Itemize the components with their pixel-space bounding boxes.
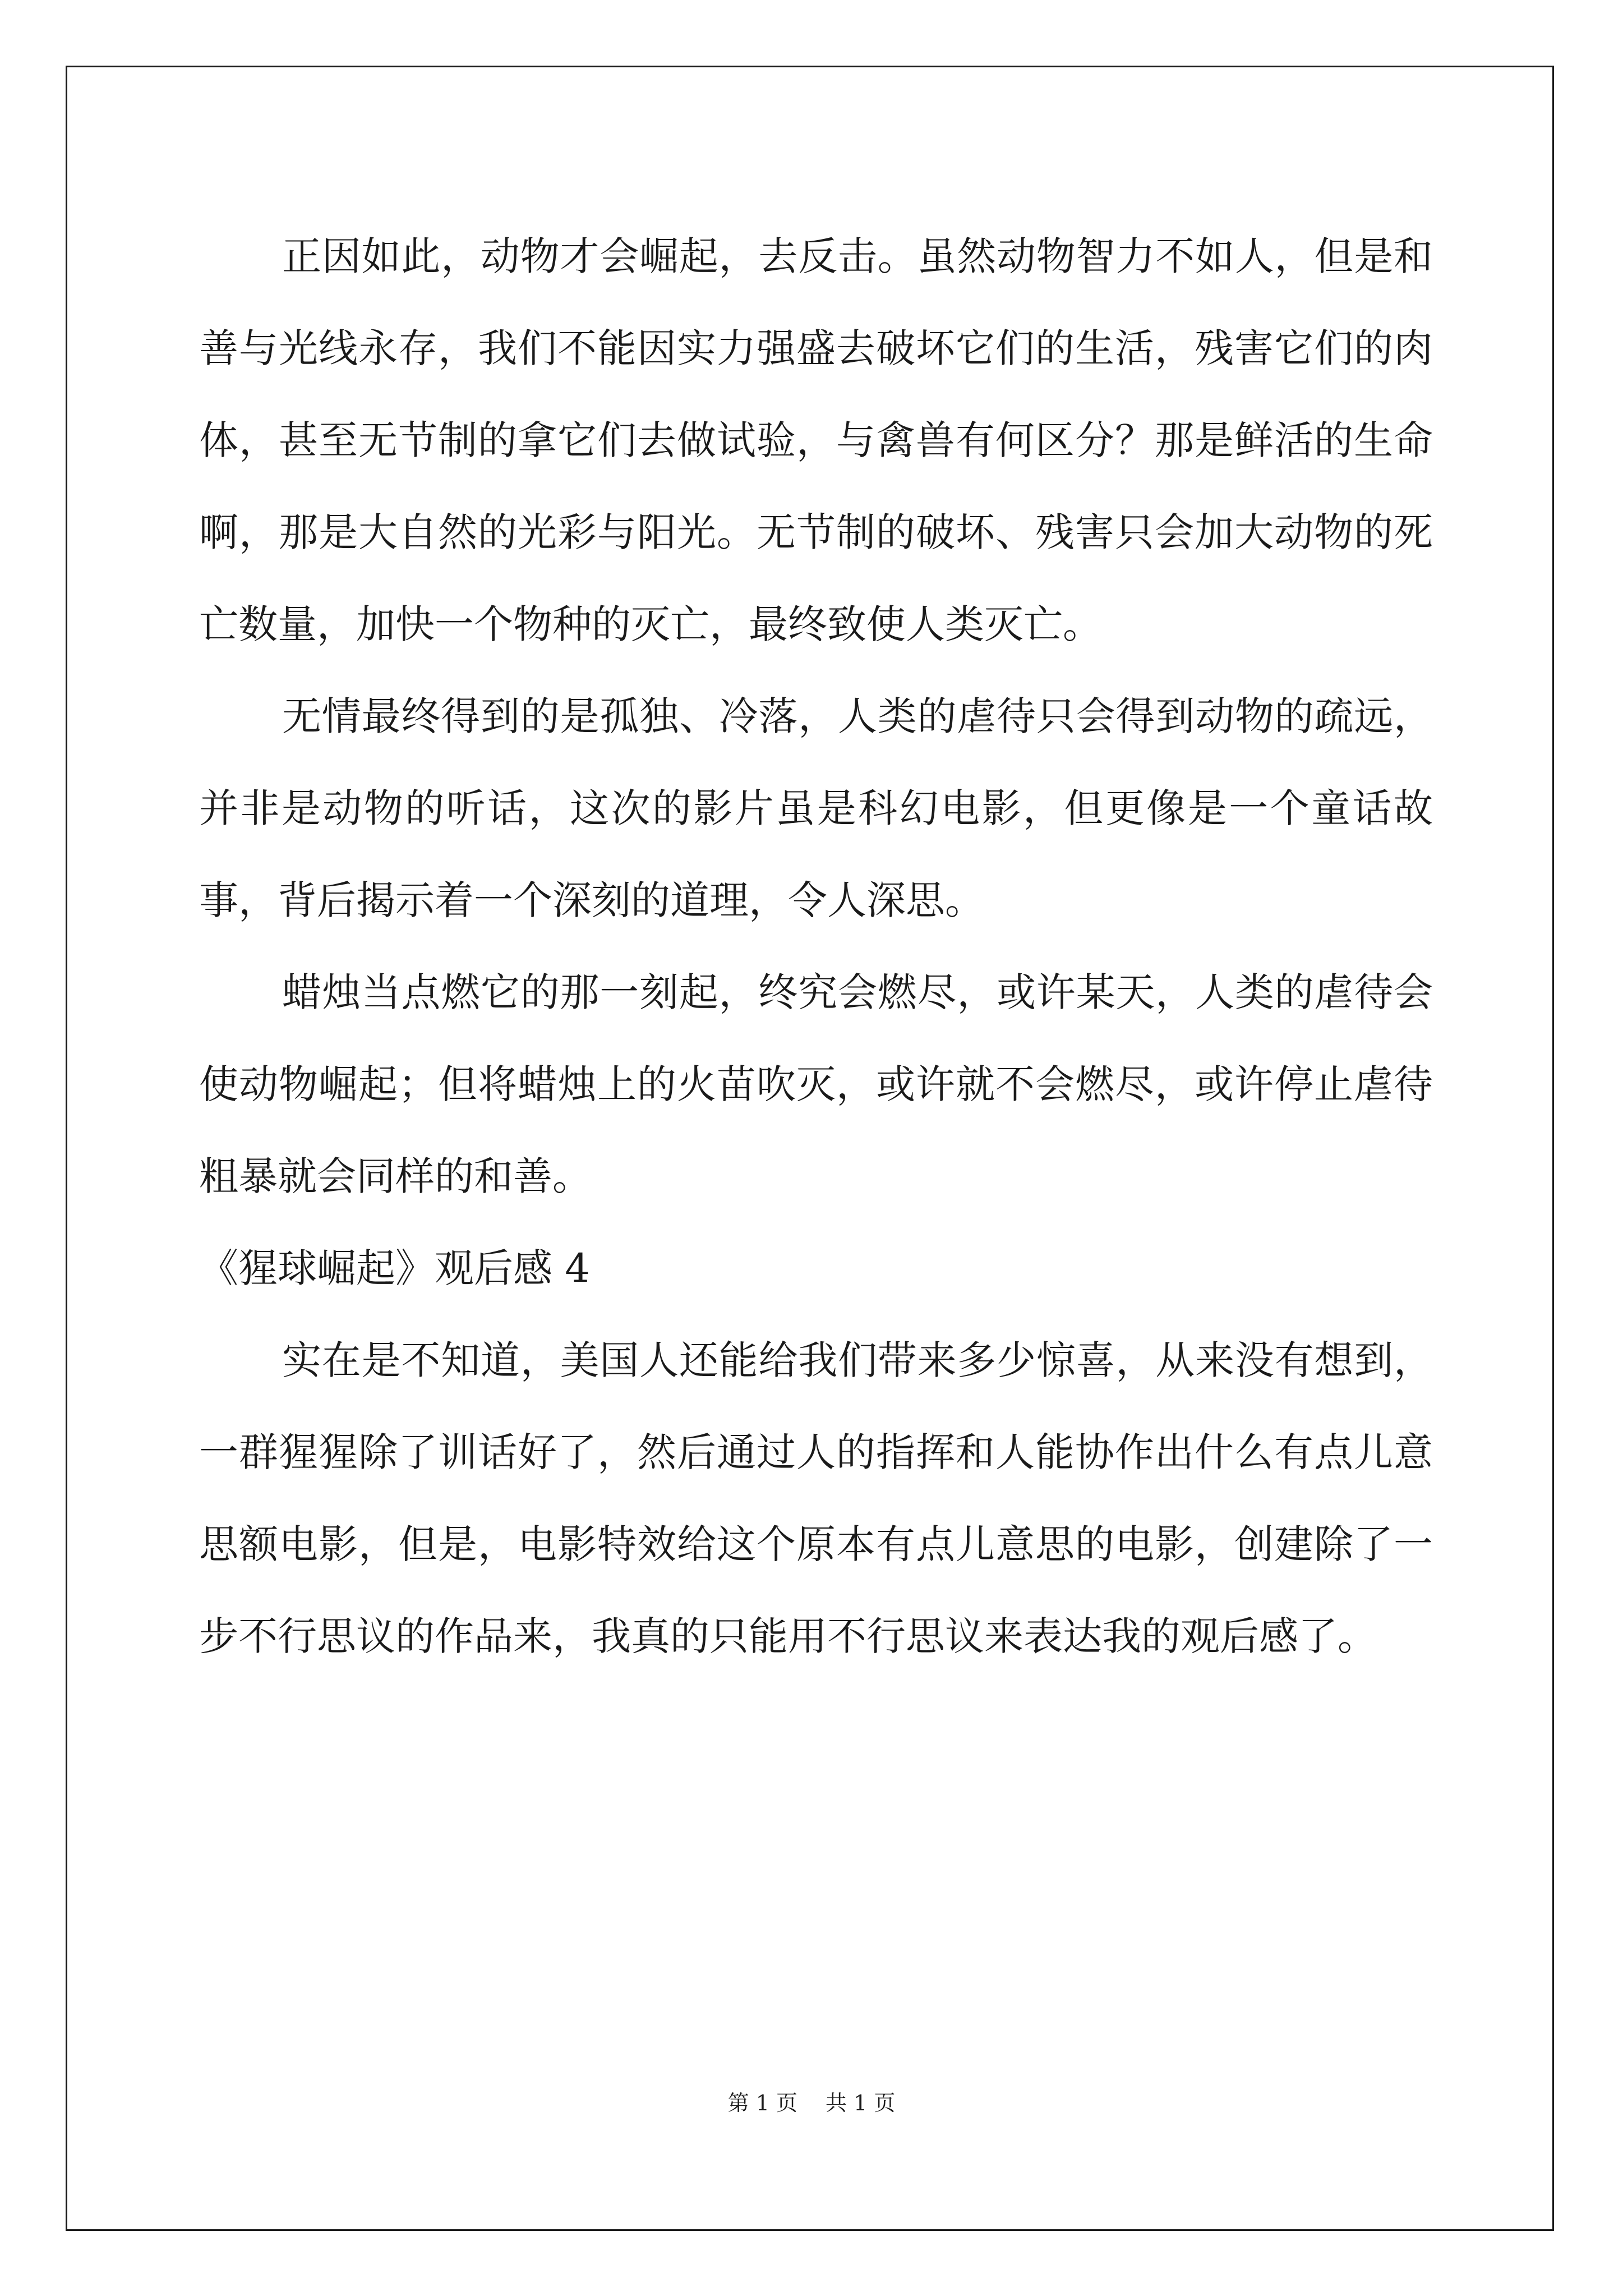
paragraph: 蜡烛当点燃它的那一刻起，终究会燃尽，或许某天，人类的虐待会使动物崛起；但将蜡烛上的火苗吹灭，或许就不会燃尽，或许停止虐待粗暴就会同样的和善。	[199, 969, 1433, 1199]
paragraphs-after	[199, 1314, 1433, 1682]
section-heading: 《猩球崛起》观后感 4	[199, 1245, 590, 1291]
total-pages: 共 1 页	[826, 2091, 896, 2115]
page-footer	[0, 2086, 1623, 2116]
page-number: 第 1 页	[727, 2091, 797, 2115]
paragraph: 正因如此，动物才会崛起，去反击。虽然动物智力不如人，但是和善与光线永存，我们不能因实力强盛去破坏它们的生活，残害它们的肉体，甚至无节制的拿它们去做试验，与禽兽有何区分？那是鲜活的生命啊，那是大自然的光彩与阳光。无节制的破坏、残害只会加大动物的死亡数量，加快一个物种的灭亡，最终致使人类灭亡。	[199, 233, 1433, 647]
paragraphs-before	[199, 210, 1433, 1222]
document-body	[199, 210, 1433, 1682]
paragraph: 无情最终得到的是孤独、冷落，人类的虐待只会得到动物的疏远，并非是动物的听话，这次的影片虽是科幻电影，但更像是一个童话故事，背后揭示着一个深刻的道理，令人深思。	[199, 693, 1433, 923]
paragraph: 实在是不知道，美国人还能给我们带来多少惊喜，从来没有想到，一群猩猩除了训话好了，然后通过人的指挥和人能协作出什么有点儿意思额电影，但是，电影特效给这个原本有点儿意思的电影，创建除了一步不行思议的作品来，我真的只能用不行思议来表达我的观后感了。	[199, 1337, 1433, 1659]
